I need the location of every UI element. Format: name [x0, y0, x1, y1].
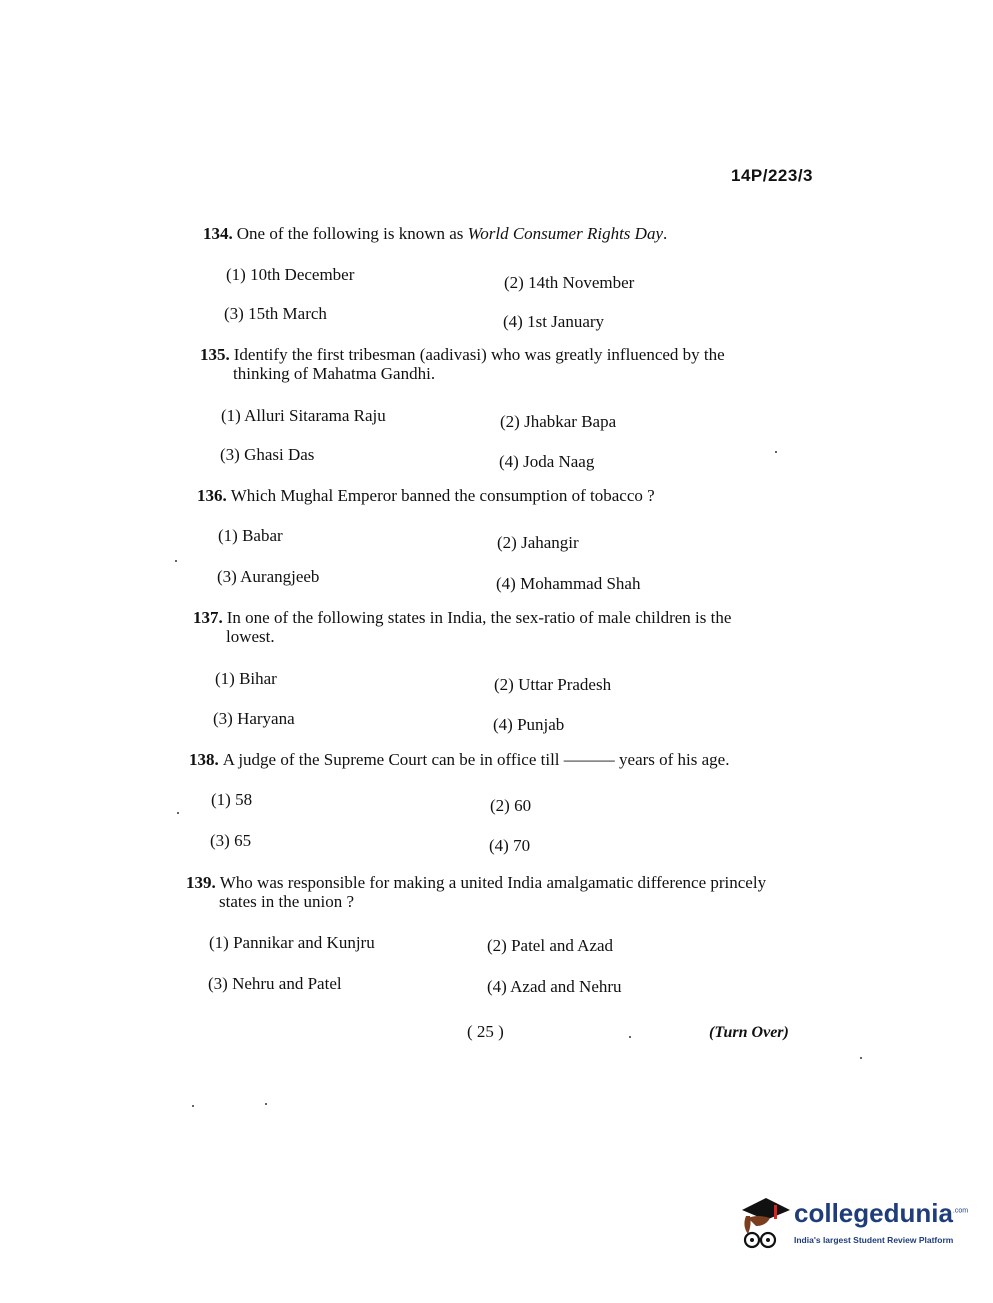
- question-text-line2: states in the union ?: [219, 892, 355, 911]
- option-139-3: (3) Nehru and Patel: [208, 974, 342, 993]
- option-137-3: (3) Haryana: [213, 709, 295, 728]
- question-text-line1: A judge of the Supreme Court can be in office till ——— years of his age.: [222, 750, 730, 769]
- question-text-line2: lowest.: [226, 627, 275, 646]
- question-text-line1: In one of the following states in India, the sex-ratio of male children is the: [226, 608, 732, 627]
- option-135-2: (2) Jhabkar Bapa: [500, 412, 617, 431]
- question-134: [203, 224, 667, 243]
- scan-speck: [177, 812, 179, 814]
- option-135-1: (1) Alluri Sitarama Raju: [221, 406, 386, 425]
- scan-speck: [265, 1103, 267, 1105]
- question-text-line1: Which Mughal Emperor banned the consumption of tobacco ?: [230, 486, 655, 505]
- option-136-3: (3) Aurangjeeb: [217, 567, 320, 586]
- option-139-4: (4) Azad and Nehru: [487, 977, 622, 996]
- mascot-icon: [736, 1196, 792, 1256]
- option-136-4: (4) Mohammad Shah: [496, 574, 641, 593]
- option-136-1: (1) Babar: [218, 526, 283, 545]
- option-137-1: (1) Bihar: [215, 669, 277, 688]
- option-134-3: (3) 15th March: [224, 304, 327, 323]
- option-134-1: (1) 10th December: [226, 265, 355, 284]
- scan-speck: [775, 451, 777, 453]
- question-number: 134.: [203, 224, 233, 243]
- question-text-end: .: [663, 224, 668, 243]
- option-139-2: (2) Patel and Azad: [487, 936, 614, 955]
- option-138-4: (4) 70: [489, 836, 531, 855]
- question-number: 136.: [197, 486, 227, 505]
- scan-speck: [175, 560, 177, 562]
- scan-speck: [629, 1036, 631, 1038]
- question-text-italic: World Consumer Rights Day: [467, 224, 663, 243]
- question-136: [197, 486, 655, 505]
- question-number: 137.: [193, 608, 223, 627]
- question-139: [186, 873, 800, 911]
- option-138-1: (1) 58: [211, 790, 253, 809]
- option-137-4: (4) Punjab: [493, 715, 565, 734]
- logo-suffix: .com: [952, 1207, 969, 1215]
- page-number: ( 25 ): [467, 1022, 504, 1041]
- question-text: One of the following is known as: [236, 224, 468, 243]
- option-137-2: (2) Uttar Pradesh: [494, 675, 612, 694]
- question-text-line2: thinking of Mahatma Gandhi.: [233, 364, 436, 383]
- logo-wordmark: [794, 1198, 968, 1229]
- paper-code: 14P/223/3: [731, 166, 814, 185]
- question-text-line1: Who was responsible for making a united India amalgamatic difference princely: [219, 873, 767, 892]
- scan-speck: [192, 1105, 194, 1107]
- question-number: 138.: [189, 750, 219, 769]
- option-138-2: (2) 60: [490, 796, 532, 815]
- question-text-line1: Identify the first tribesman (aadivasi) who was greatly influenced by the: [233, 345, 725, 364]
- option-139-1: (1) Pannikar and Kunjru: [209, 933, 375, 952]
- collegedunia-logo: [736, 1196, 969, 1256]
- question-135: [200, 345, 812, 383]
- option-135-4: (4) Joda Naag: [499, 452, 595, 471]
- option-136-2: (2) Jahangir: [497, 533, 579, 552]
- question-number: 139.: [186, 873, 216, 892]
- option-138-3: (3) 65: [210, 831, 252, 850]
- question-137: [193, 608, 805, 646]
- turn-over-label: (Turn Over): [709, 1024, 789, 1041]
- option-134-2: (2) 14th November: [504, 273, 635, 292]
- question-138: [189, 750, 729, 769]
- option-134-4: (4) 1st January: [503, 312, 605, 331]
- option-135-3: (3) Ghasi Das: [220, 445, 315, 464]
- logo-name: collegedunia: [794, 1198, 953, 1228]
- scan-speck: [860, 1057, 862, 1059]
- logo-tagline: India's largest Student Review Platform: [794, 1235, 954, 1245]
- question-number: 135.: [200, 345, 230, 364]
